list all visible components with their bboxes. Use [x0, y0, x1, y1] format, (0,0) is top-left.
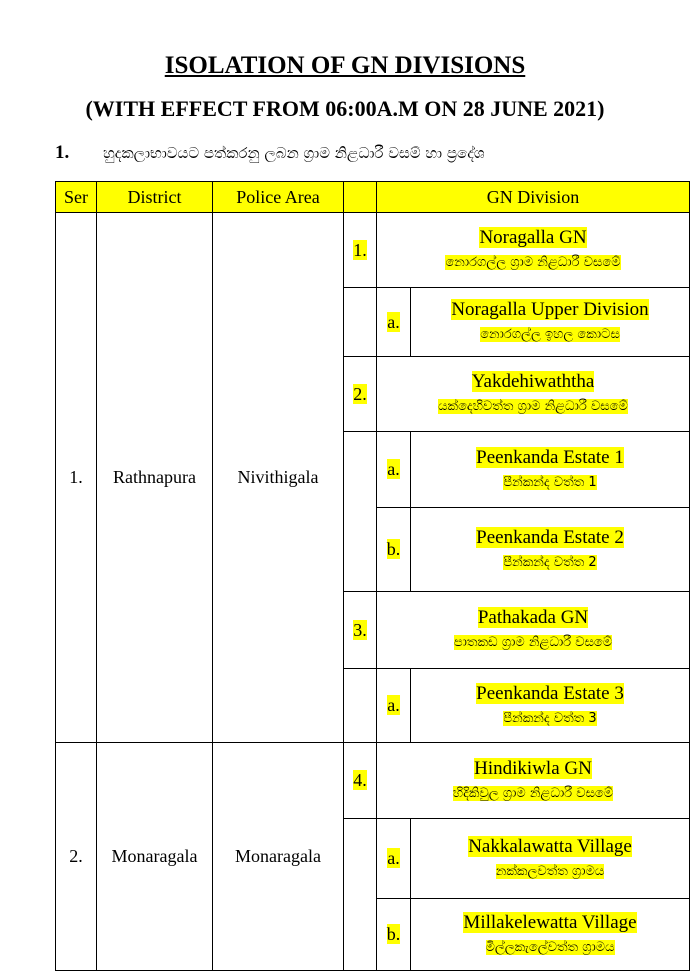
gn-name-english: [438, 370, 628, 394]
gn-division-names: [463, 911, 636, 959]
header-ser: Ser: [56, 182, 97, 213]
gn-number: 4.: [353, 770, 367, 790]
gn-name-sinhala-text: නොරගල්ල ග්‍රාම නිළධාරී වසමේ: [445, 255, 621, 270]
gn-division-names: [438, 370, 628, 418]
gn-name-sinhala: [463, 937, 636, 959]
gn-name-english: [453, 757, 613, 781]
gn-name-english-text: Peenkanda Estate 3: [476, 682, 624, 704]
gn-division-names: [476, 446, 624, 494]
gn-name-english: [463, 911, 636, 935]
gn-name-sinhala-text: පීන්කන්ද වත්ත 2: [503, 554, 597, 570]
ser-cell: 1.: [56, 213, 97, 743]
gn-name-english: [476, 526, 624, 550]
gn-name-sinhala-text: නොරගල්ල ඉහල කොටස: [480, 327, 620, 342]
gn-name-sinhala: [476, 472, 624, 494]
gn-division-names: [451, 298, 648, 346]
gn-name-english: [468, 835, 632, 859]
blank-number-cell: [344, 288, 377, 357]
gn-name-sinhala: [451, 324, 648, 346]
gn-division-names: [476, 526, 624, 574]
gn-division-names: [476, 682, 624, 730]
gn-number: 2.: [353, 383, 367, 404]
header-district: District: [97, 182, 213, 213]
blank-number-cell: [344, 432, 377, 592]
gn-division-cell: [377, 592, 690, 669]
section-heading: [55, 142, 485, 164]
district-cell: Monaragala: [97, 743, 213, 971]
gn-name-english: [476, 446, 624, 470]
gn-name-english-text: Nakkalawatta Village: [468, 835, 632, 857]
table-row: [56, 743, 690, 819]
sub-letter-cell: [377, 288, 411, 357]
gn-division-cell: [411, 288, 690, 357]
gn-number-cell: [344, 743, 377, 819]
sub-letter-cell: [377, 899, 411, 971]
gn-division-cell: [411, 508, 690, 592]
document-title: ISOLATION OF GN DIVISIONS: [164, 52, 526, 79]
header-gn-division: GN Division: [377, 182, 690, 213]
gn-name-sinhala-text: පීන්කන්ද වත්ත 1: [503, 474, 597, 490]
ser-cell: 2.: [56, 743, 97, 971]
sub-letter-cell: [377, 819, 411, 899]
gn-name-english-text: Yakdehiwaththa: [471, 371, 595, 392]
sub-letter: a.: [387, 311, 400, 332]
gn-name-sinhala-text: යක්දෙහිවත්ත ග්‍රාම නිළධාරී වසමේ: [438, 399, 628, 414]
gn-name-english: [451, 298, 648, 322]
gn-division-cell: [377, 213, 690, 288]
gn-number-cell: [344, 357, 377, 432]
gn-name-sinhala: [476, 552, 624, 574]
table-row: [56, 213, 690, 288]
gn-name-english: [445, 226, 620, 250]
gn-name-sinhala-text: පාතකඩ ග්‍රාම නිළධාරී වසමේ: [453, 635, 613, 650]
gn-divisions-table: [55, 181, 690, 971]
sub-letter: b.: [386, 924, 401, 944]
gn-name-sinhala: [468, 861, 632, 883]
police-area-cell: Monaragala: [213, 743, 344, 971]
gn-division-names: [454, 606, 612, 654]
gn-division-names: [468, 835, 632, 883]
gn-name-english-text: Hindikiwla GN: [474, 757, 592, 779]
gn-division-cell: [411, 899, 690, 971]
gn-name-english: [454, 606, 612, 630]
gn-division-cell: [377, 743, 690, 819]
gn-name-english-text: Peenkanda Estate 1: [476, 446, 624, 468]
gn-division-cell: [411, 819, 690, 899]
blank-number-cell: [344, 819, 377, 971]
gn-name-english-text: Pathakada GN: [477, 607, 589, 628]
gn-division-cell: [411, 432, 690, 508]
gn-name-english-text: Peenkanda Estate 2: [476, 526, 624, 548]
gn-number-cell: [344, 592, 377, 669]
gn-name-sinhala: [438, 396, 628, 418]
gn-name-sinhala-text: හිදිකිවුල ග්‍රාම නිළධාරී වසමේ: [452, 785, 614, 801]
gn-name-sinhala: [453, 783, 613, 805]
header-spacer: [344, 182, 377, 213]
gn-number: 1.: [353, 239, 367, 260]
gn-name-english: [476, 682, 624, 706]
gn-division-cell: [377, 357, 690, 432]
gn-name-sinhala-text: පීන්කන්ද වත්ත 3: [503, 710, 597, 726]
gn-division-cell: [411, 669, 690, 743]
header-police-area: Police Area: [213, 182, 344, 213]
gn-number-cell: [344, 213, 377, 288]
gn-name-sinhala: [476, 708, 624, 730]
gn-name-sinhala-text: මිල්ලකැලේවත්ත ග්‍රාමය: [485, 939, 615, 955]
sub-letter-cell: [377, 432, 411, 508]
gn-name-sinhala: [454, 632, 612, 654]
gn-division-names: [453, 757, 613, 805]
police-area-cell: Nivithigala: [213, 213, 344, 743]
section-text: හුදකලාභාවයට පත්කරනු ලබන ග්‍රාම නිළධාරී වසම් හා ප්‍රදේශ: [103, 144, 485, 162]
sub-letter-cell: [377, 669, 411, 743]
gn-name-english-text: Noragalla Upper Division: [451, 299, 649, 320]
document-subtitle: (WITH EFFECT FROM 06:00A.M ON 28 JUNE 2021): [85, 96, 605, 121]
sub-letter-cell: [377, 508, 411, 592]
district-cell: Rathnapura: [97, 213, 213, 743]
sub-letter: a.: [387, 848, 400, 868]
section-number: 1.: [55, 142, 70, 163]
gn-name-english-text: Millakelewatta Village: [463, 911, 637, 933]
table-header-row: [56, 182, 690, 213]
gn-division-names: [445, 226, 620, 274]
gn-number: 3.: [353, 619, 367, 640]
gn-name-sinhala: [445, 252, 620, 274]
blank-number-cell: [344, 669, 377, 743]
gn-name-english-text: Noragalla GN: [479, 227, 587, 248]
sub-letter: a.: [387, 459, 400, 479]
sub-letter: a.: [387, 695, 400, 715]
sub-letter: b.: [386, 539, 401, 559]
gn-name-sinhala-text: නක්කලවත්ත ග්‍රාමය: [495, 863, 605, 879]
